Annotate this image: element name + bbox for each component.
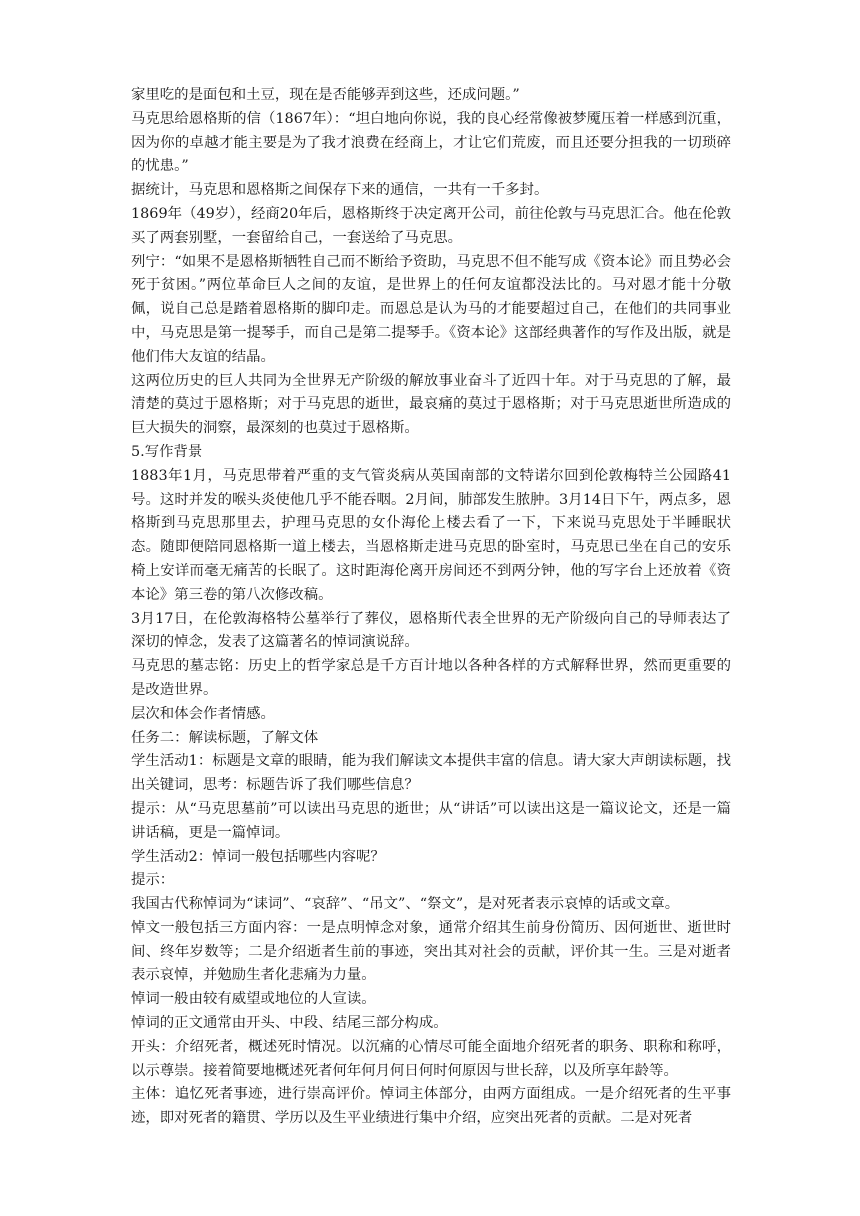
section-heading: 5.写作背景 (131, 443, 203, 460)
paragraph: 马克思的墓志铭：历史上的哲学家总是千方百计地以各种各样的方式解释世界，然而更重要的是改造世界。 (131, 658, 731, 698)
paragraph: 我国古代称悼词为“诔词”、“哀辞”、“吊文”、“祭文”，是对死者表示哀悼的话或文章。 (131, 896, 680, 913)
document-body (131, 84, 731, 1131)
paragraph: 悼词一般由较有威望或地位的人宣读。 (131, 991, 376, 1008)
paragraph: 这两位历史的巨人共同为全世界无产阶级的解放事业奋斗了近四十年。对于马克思的了解，最清楚的莫过于恩格斯；对于马克思的逝世，最哀痛的莫过于恩格斯；对于马克思逝世所造成的巨大损失的洞察，最深刻的也莫过于恩格斯。 (131, 372, 731, 437)
paragraph: 家里吃的是面包和土豆，现在是否能够弄到这些，还成问题。” (131, 87, 520, 103)
paragraph: 1883年1月，马克思带着严重的支气管炎病从英国南部的文特诺尔回到伦敦梅特兰公园路41号。这时并发的喉头炎使他几乎不能吞咽。2月间，肺部发生脓肿。3月14日下午，两点多，恩格斯到马克思那里去，护理马克思的女仆海伦上楼去看了一下，下来说马克思处于半睡眠状态。随即便陪同恩格斯一道上楼去，当恩格斯走进马克思的卧室时，马克思已坐在自己的安乐椅上安详而毫无痛苦的长眠了。这时距海伦离开房间还不到两分钟，他的写字台上还放着《资本论》第三卷的第八次修改稿。 (131, 467, 731, 603)
paragraph: 主体：追忆死者事迹，进行崇高评价。悼词主体部分，由两方面组成。一是介绍死者的生平事迹，即对死者的籍贯、学历以及生平业绩进行集中介绍，应突出死者的贡献。二是对死者 (131, 1086, 731, 1127)
paragraph: 马克思给恩格斯的信（1867年）：“坦白地向你说，我的良心经常像被梦魇压着一样感到沉重，因为你的卓越才能主要是为了我才浪费在经商上，才让它们荒废，而且还要分担我的一切琐碎的忧患。” (131, 110, 731, 175)
paragraph: 开头：介绍死者，概述死时情况。以沉痛的心情尽可能全面地介绍死者的职务、职称和称呼，以示尊崇。接着简要地概述死者何年何月何日何时何原因与世长辞，以及所享年龄等。 (131, 1038, 731, 1079)
task-heading: 任务二：解读标题，了解文体 (131, 729, 319, 746)
paragraph: 悼词的正文通常由开头、中段、结尾三部分构成。 (131, 1015, 448, 1032)
paragraph: 提示： (131, 872, 175, 889)
paragraph: 悼文一般包括三方面内容：一是点明悼念对象，通常介绍其生前身份简历、因何逝世、逝世时间、终年岁数等；二是介绍逝者生前的事迹，突出其对社会的贡献，评价其一生。三是对逝者表示哀悼，并勉励生者化悲痛为力量。 (131, 919, 731, 984)
paragraph: 列宁：“如果不是恩格斯牺牲自己而不断给予资助，马克思不但不能写成《资本论》而且势必会死于贫困。”两位革命巨人之间的友谊，是世界上的任何友谊都没法比的。马对恩才能十分敬佩，说自己总是踏着恩格斯的脚印走。而恩总是认为马的才能要超过自己，在他们的共同事业中，马克思是第一提琴手，而自己是第二提琴手。《资本论》这部经典著作的写作及出版，就是他们伟大友谊的结晶。 (131, 253, 731, 365)
paragraph: 提示：从“马克思墓前”可以读出马克思的逝世；从“讲话”可以读出这是一篇议论文，还是一篇讲话稿，更是一篇悼词。 (131, 800, 731, 841)
paragraph: 1869年（49岁），经商20年后，恩格斯终于决定离开公司，前往伦敦与马克思汇合。他在伦敦买了两套别墅，一套留给自己，一套送给了马克思。 (131, 205, 731, 246)
paragraph: 学生活动1：标题是文章的眼睛，能为我们解读文本提供丰富的信息。请大家大声朗读标题，找出关键词，思考：标题告诉了我们哪些信息？ (131, 753, 731, 794)
paragraph: 3月17日，在伦敦海格特公墓举行了葬仪，恩格斯代表全世界的无产阶级向自己的导师表达了深切的悼念，发表了这篇著名的悼词演说辞。 (131, 610, 731, 651)
paragraph: 学生活动2：悼词一般包括哪些内容呢？ (131, 848, 385, 865)
paragraph: 层次和体会作者情感。 (131, 705, 275, 722)
paragraph: 据统计，马克思和恩格斯之间保存下来的通信，一共有一千多封。 (131, 182, 549, 199)
